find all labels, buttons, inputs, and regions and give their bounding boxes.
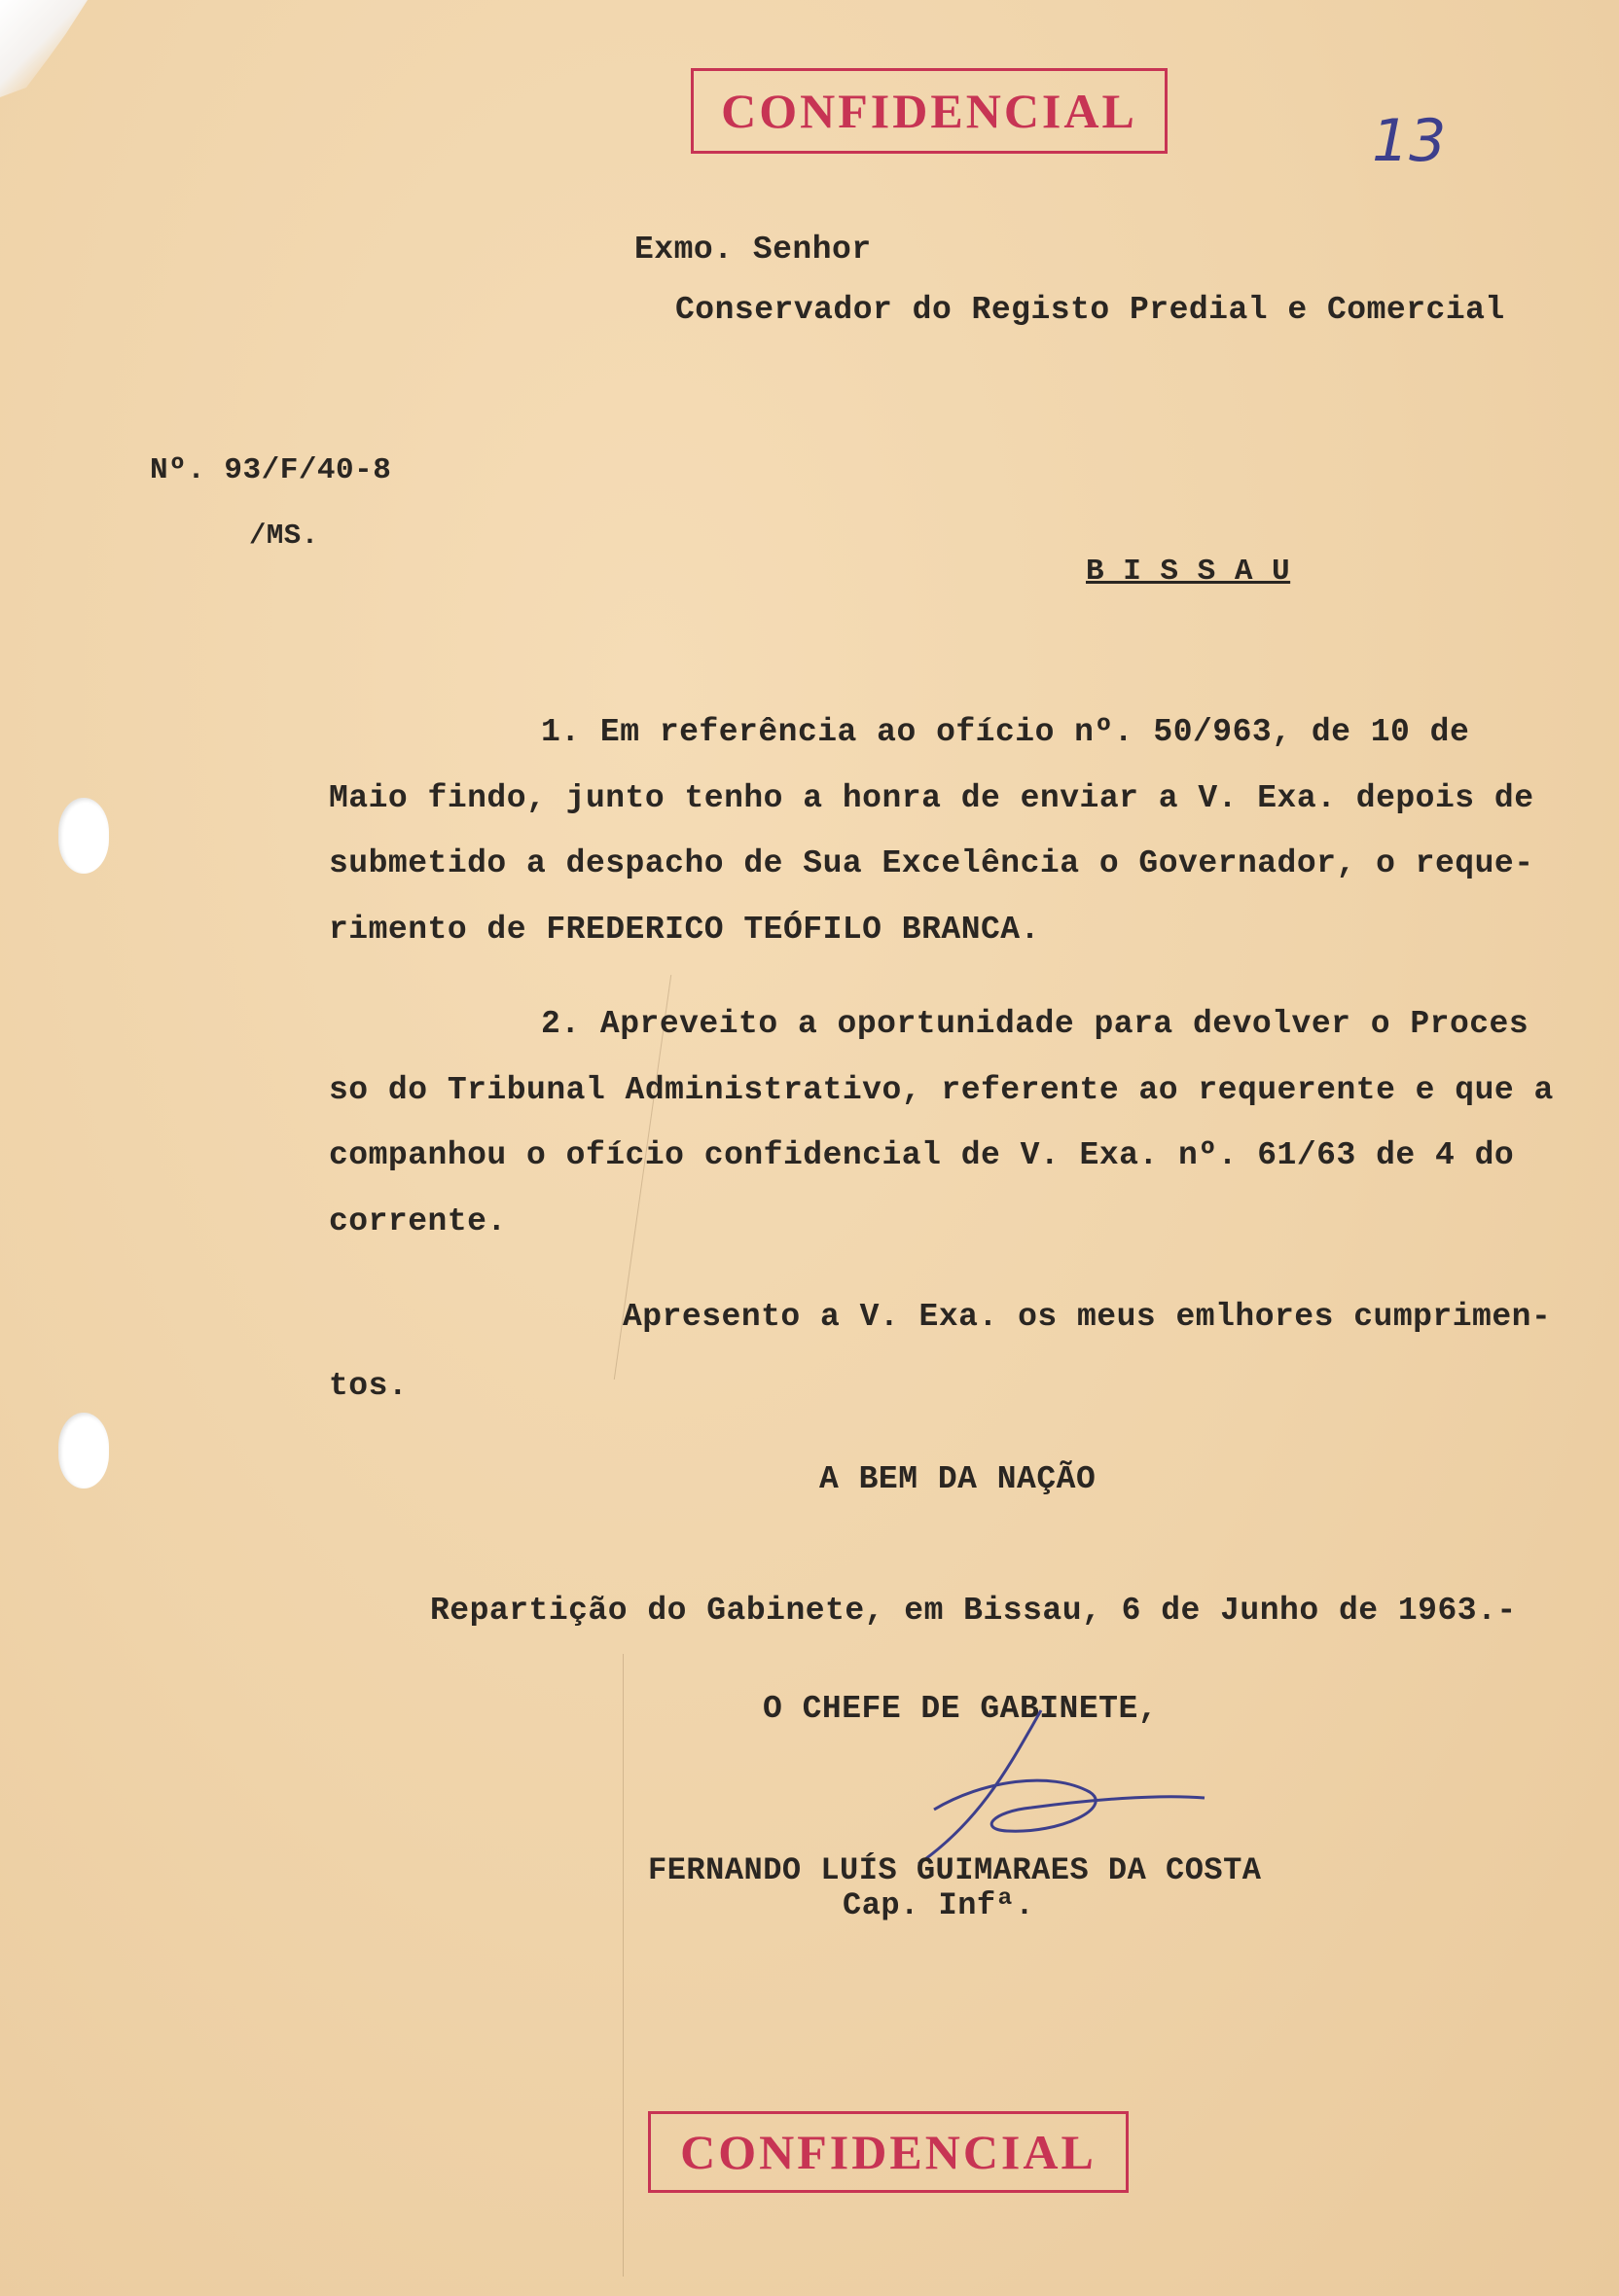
signatory-title: O CHEFE DE GABINETE, xyxy=(763,1691,1159,1727)
paragraph-2-line-1: 2. Apreveito a oportunidade para devolver o Proces xyxy=(541,1006,1529,1042)
addressee-title: Conservador do Registo Predial e Comercial xyxy=(675,292,1505,328)
paragraph-1-line-1: 1. Em referência ao ofício nº. 50/963, de 10 de xyxy=(541,714,1470,750)
addressee-salutation: Exmo. Senhor xyxy=(634,232,872,268)
confidential-stamp-top: CONFIDENCIAL xyxy=(691,68,1168,154)
reference-number: Nº. 93/F/40-8 xyxy=(150,453,392,487)
paragraph-2-line-2: so do Tribunal Administrativo, referente ao requerente e que a xyxy=(329,1072,1554,1108)
signatory-rank: Cap. Infª. xyxy=(843,1887,1035,1923)
confidential-stamp-bottom: CONFIDENCIAL xyxy=(648,2111,1129,2193)
page-number-handwritten: 13 xyxy=(1372,107,1447,175)
paragraph-1-line-4: rimento de FREDERICO TEÓFILO BRANCA. xyxy=(329,912,1040,948)
paragraph-3-line-1: Apresento a V. Exa. os meus emlhores cumprimen- xyxy=(623,1299,1552,1335)
closing-formula: A BEM DA NAÇÃO xyxy=(819,1461,1097,1497)
paragraph-2-line-4: corrente. xyxy=(329,1203,507,1239)
date-line: Repartição do Gabinete, em Bissau, 6 de Junho de 1963.- xyxy=(430,1593,1517,1629)
paragraph-2-line-3: companhou o ofício confidencial de V. Exa. nº. 61/63 de 4 do xyxy=(329,1137,1515,1173)
paragraph-3-line-2: tos. xyxy=(329,1368,409,1404)
paper-crease xyxy=(623,1654,624,2277)
handwritten-signature xyxy=(895,1703,1216,1868)
reference-initials: /MS. xyxy=(249,520,319,552)
location-heading: B I S S A U xyxy=(1086,555,1291,589)
torn-corner xyxy=(0,0,88,97)
paragraph-1-line-2: Maio findo, junto tenho a honra de enviar a V. Exa. depois de xyxy=(329,780,1534,816)
signatory-name: FERNANDO LUÍS GUIMARAES DA COSTA xyxy=(648,1852,1262,1888)
paragraph-1-line-3: submetido a despacho de Sua Excelência o Governador, o reque- xyxy=(329,845,1534,881)
punch-hole-lower xyxy=(58,1413,109,1489)
punch-hole-upper xyxy=(58,798,109,874)
